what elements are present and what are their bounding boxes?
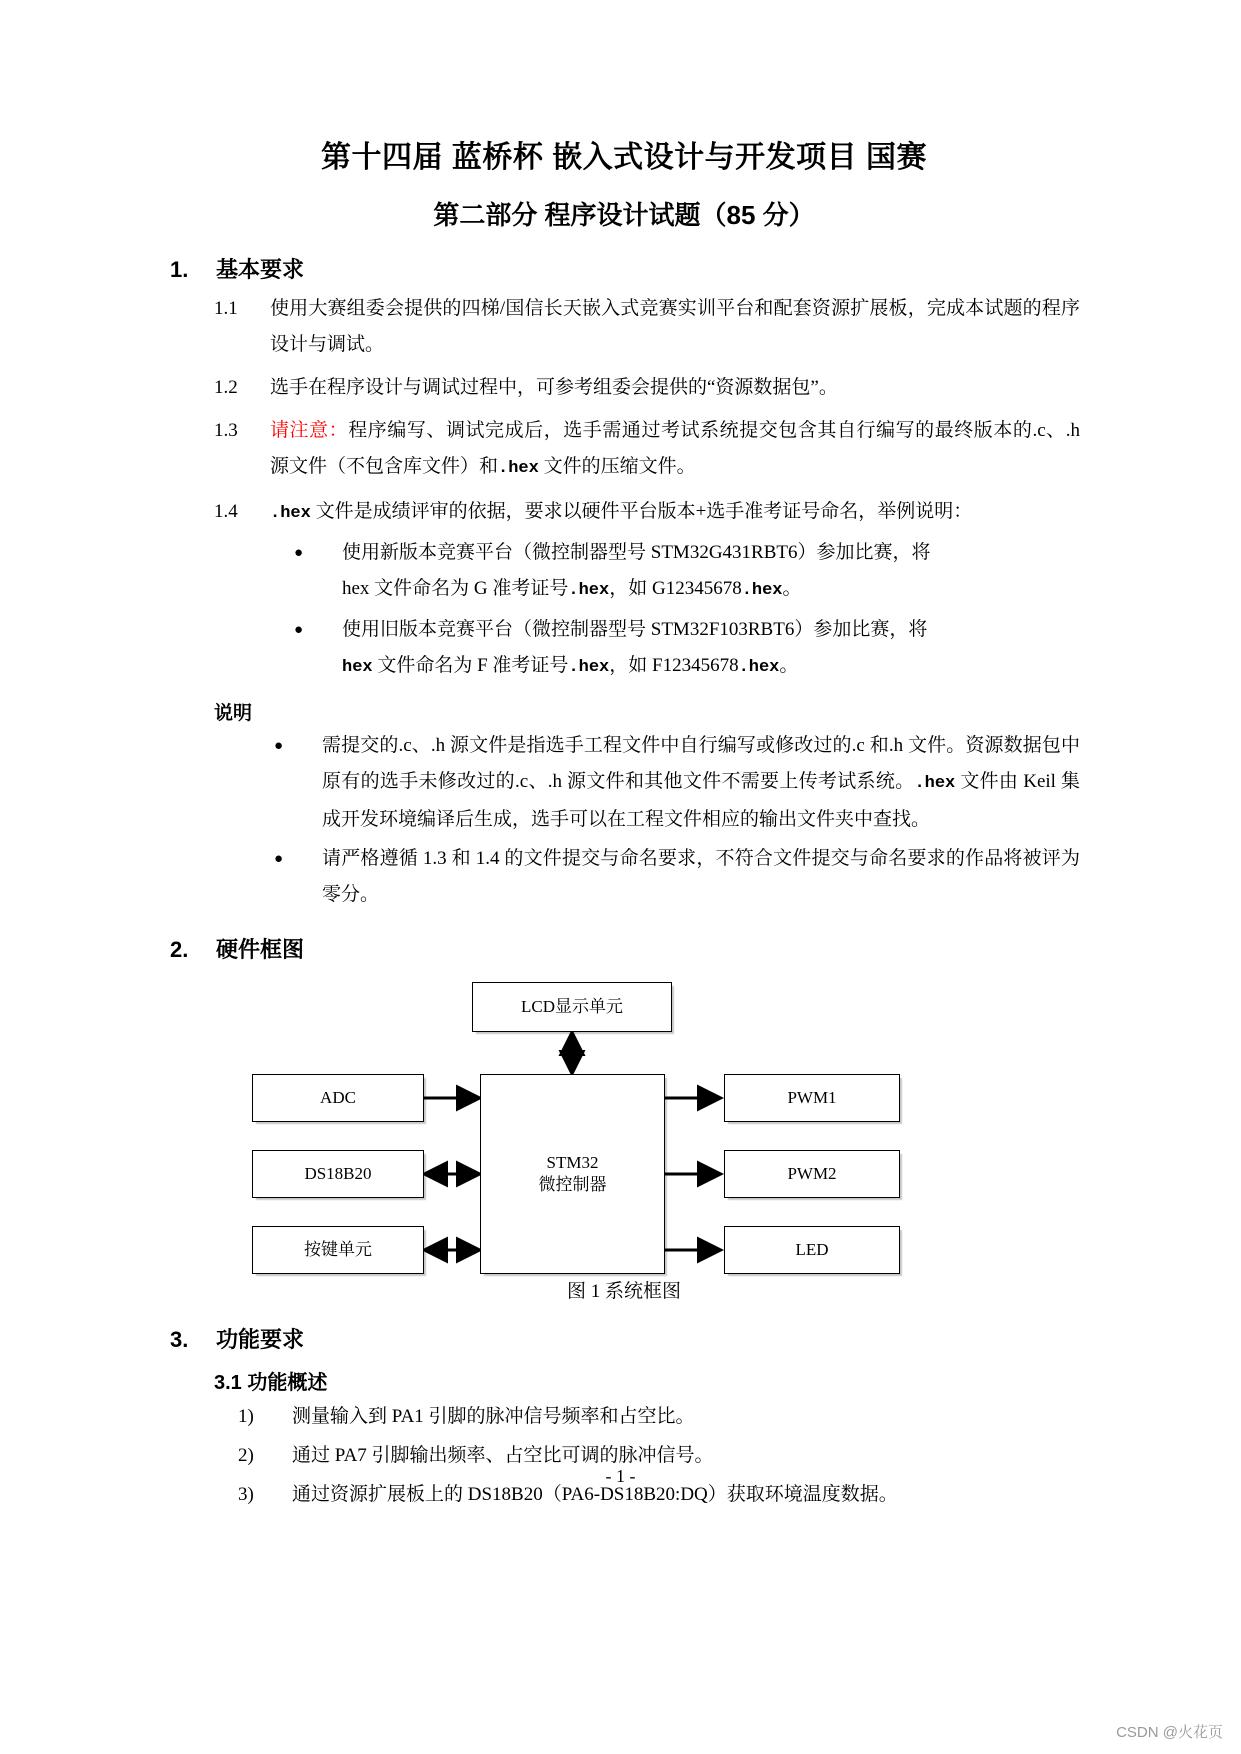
section-1-number: 1. — [170, 256, 189, 282]
note-bullet-list — [270, 728, 1080, 913]
hex-bullet-1-text — [342, 535, 1080, 609]
section-1-title: 基本要求 — [216, 256, 305, 282]
note-bullet-1-code: .hex — [914, 773, 956, 793]
page-number: - 1 - — [605, 1466, 636, 1486]
watermark-label: CSDN @火花页 — [1116, 1724, 1223, 1741]
function-item-2-number: 2) — [238, 1444, 254, 1466]
item-1-3-code: .hex — [498, 458, 539, 478]
hex-bullet-2-text — [342, 612, 1080, 686]
item-1-1-text: 使用大赛组委会提供的四梯/国信长天嵌入式竞赛实训平台和配套资源扩展板，完成本试题的程序设计与调试。 — [270, 297, 1080, 355]
item-1-3-text — [270, 413, 1080, 487]
section-3-title: 功能要求 — [216, 1326, 305, 1352]
diagram-block-lcd-label: LCD显示单元 — [521, 996, 623, 1016]
diagram-block-pwm2 — [724, 1150, 900, 1198]
diagram-block-led-label: LED — [795, 1239, 829, 1259]
diagram-block-pwm1 — [724, 1074, 900, 1122]
section-3-number: 3. — [170, 1326, 189, 1352]
diagram-block-adc-label: ADC — [320, 1087, 356, 1107]
list-item — [290, 535, 1080, 609]
item-1-2-text: 选手在程序设计与调试过程中，可参考组委会提供的“资源数据包”。 — [270, 376, 838, 398]
list-item — [270, 728, 1080, 838]
bullet-dot-icon: ● — [294, 621, 304, 638]
note-bullet-2-text — [322, 841, 1080, 913]
note-bullet-2-part1: 请严格遵循 1.3 和 1.4 的文件提交与命名要求，不符合文件提交与命名要求的作品将被评为零分。 — [322, 847, 1080, 905]
section-2-title: 硬件框图 — [216, 936, 305, 962]
hex-bullet-1-line1: 使用新版本竞赛平台（微控制器型号 STM32G431RBT6）参加比赛，将 — [342, 541, 931, 563]
hex-naming-bullet-list — [290, 535, 1080, 686]
item-1-3-body: 程序编写、调试完成后，选手需通过考试系统提交包含其自行编写的最终版本的.c、.h 源文件（不包含库文件）和 — [270, 419, 1080, 477]
item-1-4-body: 文件是成绩评审的依据，要求以硬件平台版本+选手准考证号命名，举例说明： — [310, 500, 973, 522]
diagram-block-adc — [252, 1074, 424, 1122]
page-title: 第十四届 蓝桥杯 嵌入式设计与开发项目 国赛 — [320, 141, 927, 174]
item-1-2-number: 1.2 — [214, 376, 238, 398]
section-2-heading — [168, 933, 1080, 964]
hex-bullet-2-code1: .hex — [568, 657, 610, 677]
note-bullet-1-text — [322, 728, 1080, 838]
item-1-4 — [214, 494, 1080, 532]
note-bullet-1-part1: 需提交的.c、.h 源文件是指选手工程文件中自行编写或修改过的.c 和.h 文件。资源数据包中原有的选手未修改过的.c、.h 源文件和其他文件不需要上传考试系统。 — [322, 734, 1080, 792]
bullet-dot-icon: ● — [294, 544, 304, 561]
item-1-3-warning-label: 请注意： — [270, 419, 349, 441]
item-1-3-tail: 文件的压缩文件。 — [538, 455, 696, 477]
hex-bullet-2-code2: .hex — [738, 657, 780, 677]
list-item — [270, 841, 1080, 913]
diagram-block-mcu-line1: STM32 — [546, 1153, 599, 1173]
item-1-1-number: 1.1 — [214, 297, 238, 319]
hex-bullet-2-line2a: 文件命名为 F 准考证号 — [372, 654, 569, 676]
function-item-3-text: 通过资源扩展板上的 DS18B20（PA6-DS18B20:DQ）获取环境温度数据。 — [292, 1483, 898, 1505]
diagram-block-pwm1-label: PWM1 — [787, 1087, 837, 1107]
diagram-block-mcu-line2: 微控制器 — [538, 1174, 607, 1194]
function-item-3-number: 3) — [238, 1483, 254, 1505]
hex-bullet-2-line1: 使用旧版本竞赛平台（微控制器型号 STM32F103RBT6）参加比赛，将 — [342, 618, 928, 640]
hex-bullet-1-code2: .hex — [741, 580, 783, 600]
note-heading: 说明 — [214, 702, 253, 724]
list-item — [290, 612, 1080, 686]
diagram-block-ds18b20 — [252, 1150, 424, 1198]
section-3-heading — [168, 1323, 1080, 1354]
function-item-1 — [238, 1400, 1080, 1434]
diagram-block-pwm2-label: PWM2 — [787, 1163, 837, 1183]
hex-bullet-2-line2c: 。 — [779, 654, 799, 676]
figure-caption: 图 1 系统框图 — [566, 1280, 681, 1302]
item-1-1 — [214, 291, 1080, 363]
item-1-3-number: 1.3 — [214, 419, 238, 441]
item-1-3 — [214, 413, 1080, 487]
hex-bullet-1-line2c: 。 — [782, 577, 802, 599]
diagram-block-keys-label: 按键单元 — [304, 1239, 372, 1259]
hardware-block-diagram — [168, 978, 1080, 1270]
hex-bullet-1-code1: .hex — [568, 580, 610, 600]
diagram-block-mcu — [480, 1074, 665, 1274]
diagram-block-led — [724, 1226, 900, 1274]
diagram-block-lcd — [472, 982, 672, 1032]
diagram-block-ds18b20-label: DS18B20 — [304, 1163, 372, 1183]
hex-bullet-1-line2a: hex 文件命名为 G 准考证号 — [342, 577, 569, 599]
section-3-1-heading: 3.1 功能概述 — [214, 1371, 328, 1394]
page-subtitle: 第二部分 程序设计试题（85 分） — [433, 200, 815, 230]
diagram-block-keys — [252, 1226, 424, 1274]
function-item-2-text: 通过 PA7 引脚输出频率、占空比可调的脉冲信号。 — [292, 1444, 714, 1466]
item-1-4-number: 1.4 — [214, 500, 238, 522]
item-1-2 — [214, 370, 1080, 406]
document-content — [168, 0, 1080, 1512]
hex-bullet-1-line2b: ，如 G12345678 — [609, 577, 742, 599]
note-bullet-1-part2: 文件由 Keil 集成开发环境编译后生成，选手可以在工程文件相应的输出文件夹中查找。 — [322, 770, 1081, 830]
section-1-heading — [168, 253, 1080, 284]
item-1-4-text — [270, 494, 1080, 532]
bullet-dot-icon: ● — [274, 850, 284, 867]
section-2-number: 2. — [170, 936, 189, 962]
function-item-1-number: 1) — [238, 1405, 254, 1427]
bullet-dot-icon: ● — [274, 737, 284, 754]
function-item-1-text: 测量输入到 PA1 引脚的脉冲信号频率和占空比。 — [292, 1405, 695, 1427]
hex-bullet-2-line2b: ，如 F12345678 — [609, 654, 739, 676]
hex-bullet-2-code0: hex — [342, 657, 373, 677]
item-1-4-code: .hex — [270, 503, 311, 523]
